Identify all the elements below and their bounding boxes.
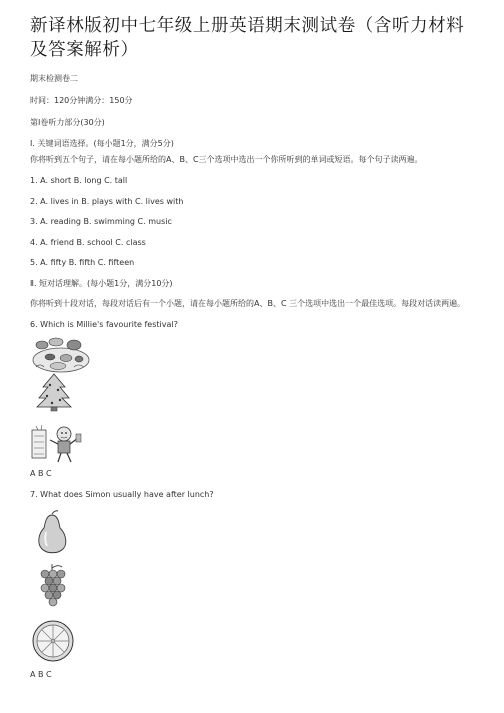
picnic-scene-icon <box>30 333 92 375</box>
section2-heading: Ⅱ. 短对话理解。(每小题1分，满分10分) <box>30 279 173 288</box>
subtitle: 期末检测卷二 <box>30 74 78 83</box>
question-1: 1. A. short B. long C. tall <box>30 176 128 185</box>
part1-heading: 第Ⅰ卷听力部分(30分) <box>30 118 105 127</box>
spring-festival-boy-icon <box>30 422 86 464</box>
orange-icon <box>30 618 76 664</box>
section2-instruction: 你将听到十段对话，每段对话后有一个小题，请在每小题所给的A、B、C 三个选项中选出一个最佳选项。每段对话读两遍。 <box>30 299 466 308</box>
grapes-icon <box>34 562 70 610</box>
question-2: 2. A. lives in B. plays with C. lives with <box>30 197 184 206</box>
question-7-options: A B C <box>30 670 52 679</box>
question-7: 7. What does Simon usually have after lunch? <box>30 490 214 499</box>
section1-heading: Ⅰ. 关键词语选择。(每小题1分，满分5分) <box>30 139 174 148</box>
exam-info: 时间：120分钟满分：150分 <box>30 96 133 105</box>
question-5: 5. A. fifty B. fifth C. fifteen <box>30 258 135 267</box>
question-3: 3. A. reading B. swimming C. music <box>30 217 172 226</box>
document-title: 新译林版初中七年级上册英语期末测试卷（含听力材料及答案解析） <box>30 16 465 60</box>
question-4: 4. A. friend B. school C. class <box>30 238 146 247</box>
pear-icon <box>32 508 72 556</box>
section1-instruction: 你将听到五个句子，请在每小题所给的A、B、C三个选项中选出一个你所听到的单词或短语。每个句子读两遍。 <box>30 155 423 164</box>
christmas-tree-icon <box>34 372 74 412</box>
question-6: 6. Which is Millie's favourite festival? <box>30 320 178 329</box>
question-6-options: A B C <box>30 469 52 478</box>
